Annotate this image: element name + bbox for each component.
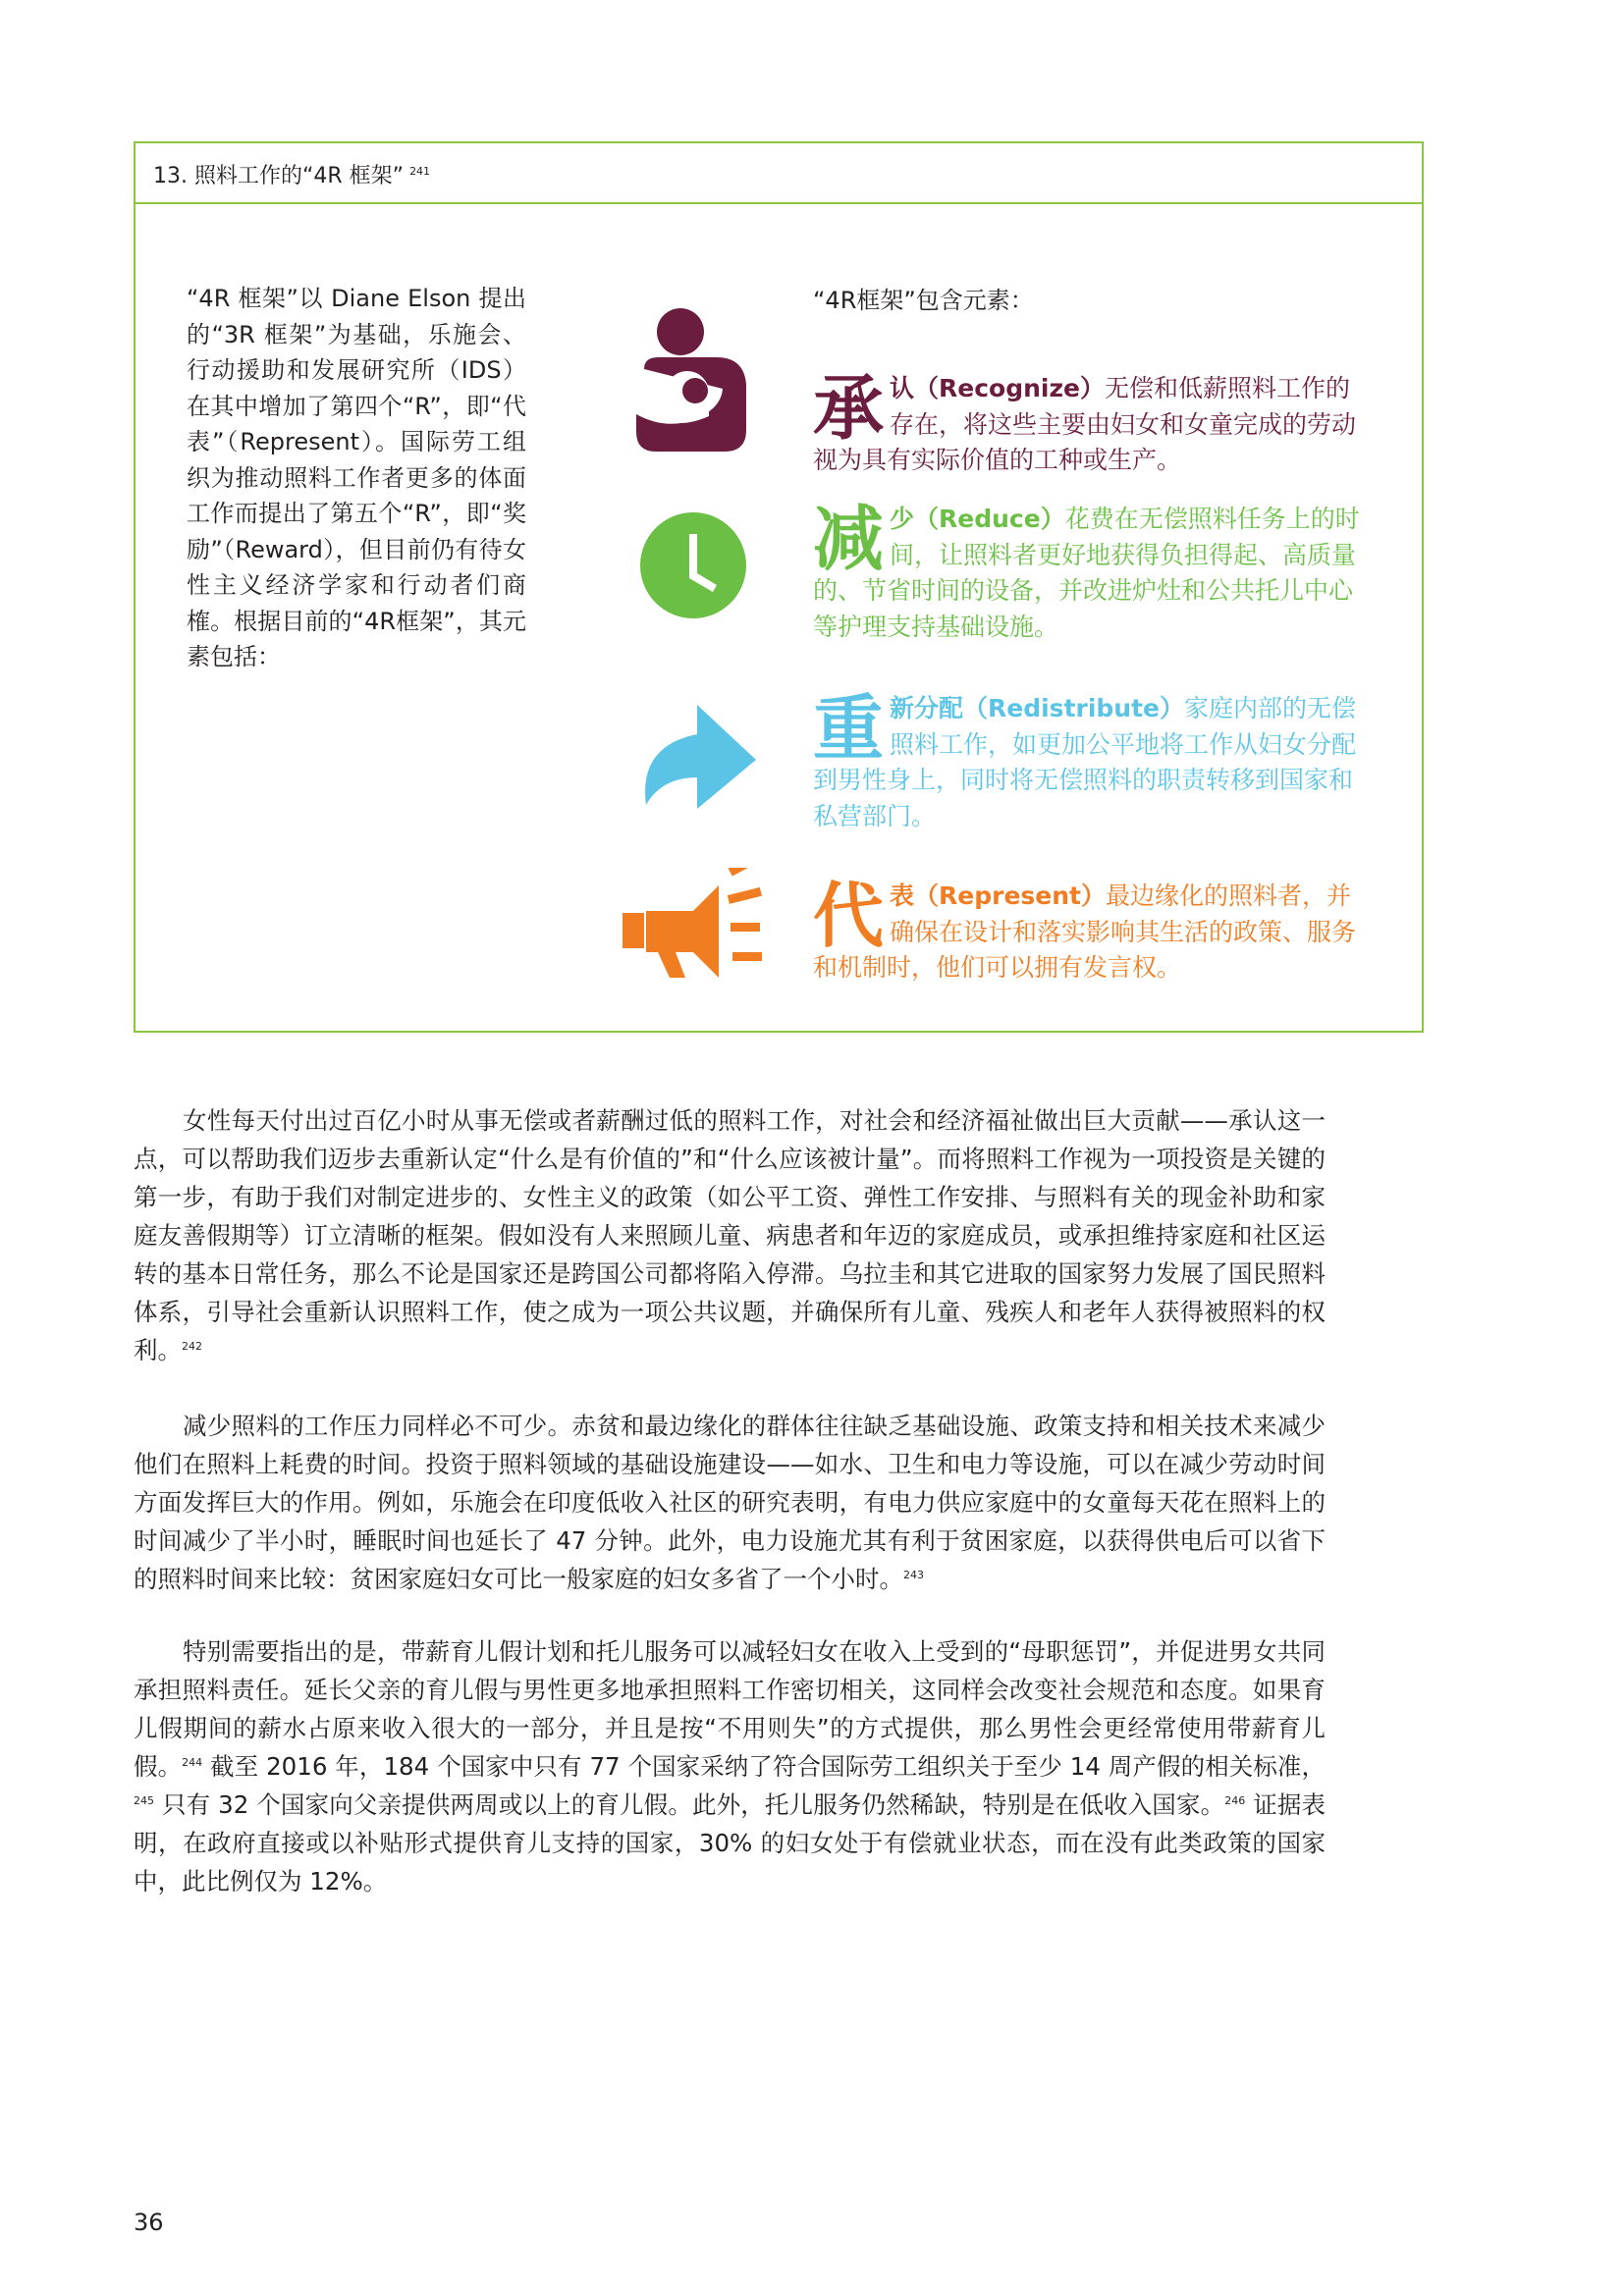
p3b-text: 截至 2016 年，184 个国家中只有 77 个国家采纳了符合国际劳工组织关于至少 14 周产假的相关标准，: [210, 1752, 1326, 1781]
box-title-text: 13. 照料工作的“4R 框架”: [153, 164, 405, 188]
item-recognize-head: 认（Recognize）: [890, 374, 1105, 402]
p3a-text: 特别需要指出的是，带薪育儿假计划和托儿服务可以减轻妇女在收入上受到的“母职惩罚”，并促进男女共同承担照料责任。延长父亲的育儿假与男性更多地承担照料工作密切相关，这同样会改变社会规范和态度。如果育儿假期间的薪水占原来收入很大的一部分，并且是按“不用则失”的方式提供，那么男性会更经常使用带薪育儿假。: [134, 1637, 1326, 1781]
box-left-text: “4R 框架”以 Diane Elson 提出的“3R 框架”为基础，乐施会、行动援助和发展研究所（IDS）在其中增加了第四个“R”，即“代表”（Represent）。国际劳工组织为推动照料工作者更多的体面工作而提出了第五个“R”，即“奖励”（Reward），但目前仍有待女性主义经济学家和行动者们商榷。根据目前的“4R框架”，其元素包括：: [187, 285, 526, 670]
p1-ref: 242: [182, 1339, 202, 1353]
box-title-ref: 241: [409, 164, 431, 178]
p3c-text: 只有 32 个国家向父亲提供两周或以上的育儿假。此外，托儿服务仍然稀缺，特别是在低收入国家。: [161, 1790, 1225, 1819]
item-represent-big: 代: [813, 875, 885, 957]
page-number: 36: [134, 2209, 164, 2236]
p3-ref3: 246: [1224, 1793, 1246, 1807]
body-paragraph-1: [134, 1101, 1326, 1369]
item-reduce-head: 少（Reduce）: [890, 505, 1065, 533]
item-represent-head: 表（Represent）: [890, 881, 1106, 910]
breastfeeding-icon: [626, 306, 754, 454]
item-represent: [813, 875, 1371, 987]
item-redistribute-head: 新分配（Redistribute）: [890, 694, 1185, 722]
box-title: [135, 143, 1422, 204]
p1-text: 女性每天付出过百亿小时从事无偿或者薪酬过低的照料工作，对社会和经济福祉做出巨大贡献——承认这一点，可以帮助我们迈步去重新认定“什么是有价值的”和“什么应该被计量”。而将照料工作视为一项投资是关键的第一步，有助于我们对制定进步的、女性主义的政策（如公平工资、弹性工作安排、与照料有关的现金补助和家庭友善假期等）订立清晰的框架。假如没有人来照顾儿童、病患者和年迈的家庭成员，或承担维持家庭和社区运转的基本日常任务，那么不论是国家还是跨国公司都将陷入停滞。乌拉圭和其它进取的国家努力发展了国民照料体系，引导社会重新认识照料工作，使之成为一项公共议题，并确保所有儿童、残疾人和老年人获得被照料的权利。: [134, 1106, 1326, 1364]
clock-icon: [640, 512, 746, 618]
p2-ref: 243: [903, 1568, 924, 1581]
item-recognize-big: 承: [813, 367, 885, 450]
item-reduce-text: 花费在无偿照料任务上的时间，让照料者更好地获得负担得起、高质量的、节省时间的设备，并改进炉灶和公共托儿中心等护理支持基础设施。: [813, 505, 1360, 641]
item-reduce: [813, 498, 1371, 645]
item-redistribute-text: 家庭内部的无偿照料工作，如更加公平地将工作从妇女分配到男性身上，同时将无偿照料的职责转移到国家和私营部门。: [813, 694, 1357, 830]
p3-ref2: 245: [134, 1793, 154, 1807]
item-represent-text: 最边缘化的照料者，并确保在设计和落实影响其生活的政策、服务和机制时，他们可以拥有发言权。: [813, 881, 1357, 982]
p3d-text: 证据表明，在政府直接或以补贴形式提供育儿支持的国家，30% 的妇女处于有偿就业状态，而在没有此类政策的国家中，此比例仅为 12%。: [134, 1790, 1326, 1896]
body-paragraph-3: [134, 1632, 1326, 1900]
4r-framework-box: [134, 141, 1424, 1033]
item-recognize-text: 无偿和低薪照料工作的存在，将这些主要由妇女和女童完成的劳动视为具有实际价值的工种或生产。: [813, 374, 1357, 474]
item-recognize: [813, 367, 1371, 479]
item-redistribute-big: 重: [813, 687, 885, 770]
p3-ref1: 244: [182, 1755, 203, 1769]
item-redistribute: [813, 687, 1371, 834]
p2-text: 减少照料的工作压力同样必不可少。赤贫和最边缘化的群体往往缺乏基础设施、政策支持和相关技术来减少他们在照料上耗费的时间。投资于照料领域的基础设施建设——如水、卫生和电力等设施，可以在减少劳动时间方面发挥巨大的作用。例如，乐施会在印度低收入社区的研究表明，有电力供应家庭中的女童每天花在照料上的时间减少了半小时，睡眠时间也延长了 47 分钟。此外，电力设施尤其有利于贫困家庭，以获得供电后可以省下的照料时间来比较：贫困家庭妇女可比一般家庭的妇女多省了一个小时。: [134, 1412, 1326, 1593]
box-intro: “4R框架”包含元素：: [813, 287, 1034, 314]
body-paragraph-2: [134, 1407, 1326, 1598]
item-reduce-big: 减: [813, 498, 885, 580]
redistribute-arrow-icon: [634, 683, 760, 809]
megaphone-icon: [623, 868, 766, 982]
